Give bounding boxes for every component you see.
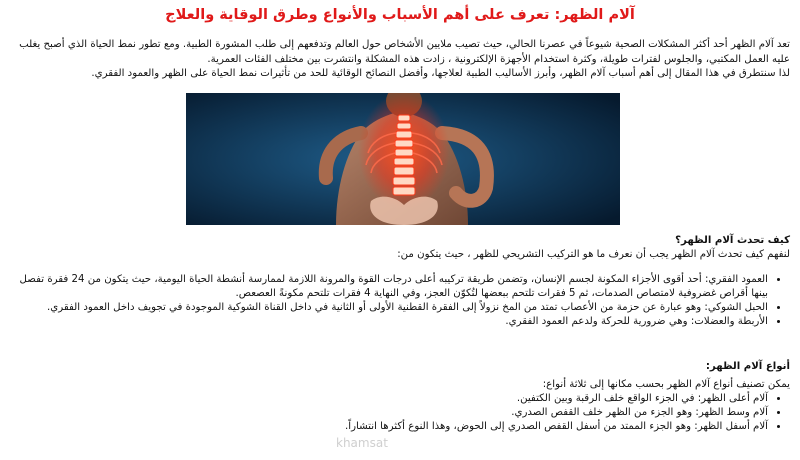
article-title: آلام الظهر: تعرف على أهم الأسباب والأنواع وطرق الوقاية والعلاج [165,7,635,23]
section-how-back-pain-occurs [10,234,790,329]
types-list [10,392,790,434]
article-intro [6,38,790,82]
anatomy-list [10,273,790,329]
section-lead-how: لنفهم كيف تحدث آلام الظهر يجب أن نعرف ما هو التركيب التشريحي للظهر ، حيث يتكون من: [397,249,790,260]
back-pain-spine-icon [186,93,620,225]
list-item: • آلام أعلى الظهر: في الجزء الواقع خلف الرقبة وبين الكتفين. [10,392,768,406]
list-item: • الحبل الشوكي: وهو عبارة عن حزمة من الأعصاب تمتد من المخ نزولاً إلى الفقرة القطنية الأولى أو الثانية في داخل القناة الشوكية الموجودة في تجويف داخل العمود الفقري. [10,301,768,315]
watermark: khamsat [336,436,388,450]
back-pain-image [186,93,620,225]
list-item: • العمود الفقري: أحد أقوى الأجزاء المكونة لجسم الإنسان، وتضمن طريقة تركيبه أعلى درجات القوة والمرونة اللازمة لممارسة أنشطة الحياة اليومية، حيث يتكون من 24 فقرة تفصل بينها أقراص غضروفية لامتصاص الصدمات، ثم 5 فقرات تلتحم ببعضها لتُكوّن العجز، وفي النهاية 4 فقرات تلتحم مكونةً العصعص. [10,273,768,301]
list-item: • آلام وسط الظهر: وهو الجزء من الظهر خلف القفص الصدري. [10,406,768,420]
list-item: • آلام أسفل الظهر: وهو الجزء الممتد من أسفل القفص الصدري إلى الحوض، وهذا النوع أكثرها انتشاراً. [10,420,768,434]
section-lead-types: يمكن تصنيف أنواع آلام الظهر بحسب مكانها إلى ثلاثة أنواع: [542,379,790,390]
list-item: • الأربطة والعضلات: وهي ضرورية للحركة ولدعم العمود الفقري. [10,315,768,329]
section-heading-types: أنواع آلام الظهر: [705,361,790,372]
section-heading-how: كيف تحدث آلام الظهر؟ [675,235,790,246]
intro-paragraph-2: لذا سنتطرق في هذا المقال إلى أهم أسباب آلام الظهر، وأبرز الأساليب الطبية لعلاجها، وأفضل النصائح الوقائية للحد من تأثيرات نمط الحياة على الظهر والعمود الفقري. [91,68,790,79]
intro-paragraph-1: تعد آلام الظهر أحد أكثر المشكلات الصحية شيوعاً في عصرنا الحالي، حيث تصيب ملايين الأشخاص حول العالم وتدفعهم إلى طلب المشورة الطبية. ومع تطور نمط الحياة الذي أصبح يغلب عليه العمل المكتبي، والجلوس لفترات طويلة، وكثرة استخدام الأجهزة الإلكترونية ، زادت هذه المشكلة وانتشرت بين مختلف الفئات العمرية. [19,39,790,65]
section-types-of-back-pain [10,360,790,434]
